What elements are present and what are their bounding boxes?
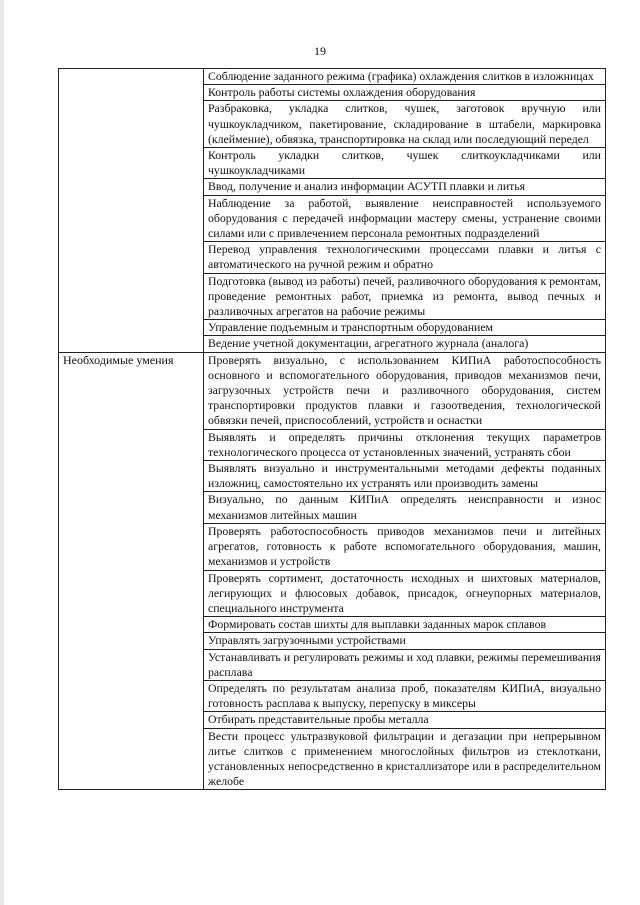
table-cell: Подготовка (вывод из работы) печей, разливочного оборудования к ремонтам, проведение ремонтных работ, приемка из ремонта, вывод печных и разливочных агрегатов на рабочие режимы	[204, 273, 606, 320]
table-cell: Отбирать представительные пробы металла	[204, 712, 606, 728]
table-cell: Вести процесс ультразвуковой фильтрации и дегазации при непрерывном литье слитков с применением многослойных фильтров из стеклоткани, установленных непосредственно в кристаллизаторе или в распределительном желобе	[204, 728, 606, 790]
group-label: Необходимые умения	[59, 352, 204, 790]
table-cell: Ведение учетной документации, агрегатного журнала (аналога)	[204, 336, 606, 352]
table-cell: Соблюдение заданного режима (графика) охлаждения слитков в изложницах	[204, 69, 606, 85]
table-cell: Наблюдение за работой, выявление неисправностей используемого оборудования с передачей информации мастеру смены, устранение своими силами или с привлечением персонала ремонтных подразделений	[204, 195, 606, 242]
table-cell: Проверять сортимент, достаточность исходных и шихтовых материалов, легирующих и флюсовых добавок, присадок, огнеупорных материалов, специального инструмента	[204, 570, 606, 617]
table-cell: Проверять работоспособность приводов механизмов печи и литейных агрегатов, готовность к работе вспомогательного оборудования, машин, механизмов и устройств	[204, 523, 606, 570]
table-cell: Визуально, по данным КИПиА определять неисправности и износ механизмов литейных машин	[204, 492, 606, 523]
table-cell: Ввод, получение и анализ информации АСУТП плавки и литья	[204, 179, 606, 195]
table-cell: Формировать состав шихты для выплавки заданных марок сплавов	[204, 617, 606, 633]
requirements-table	[58, 68, 606, 790]
table-cell: Проверять визуально, с использованием КИПиА работоспособность основного и вспомогательного оборудования, приводов механизмов печи, загрузочных устройств печи и разливочного оборудования, систем транспортировки продуктов плавки и газоотведения, технологической обвязки печей, приспособлений, устройств и оснастки	[204, 352, 606, 429]
page-number: 19	[314, 44, 326, 58]
table-cell: Управление подъемным и транспортным оборудованием	[204, 320, 606, 336]
table-cell: Разбраковка, укладка слитков, чушек, заготовок вручную или чушкоукладчиком, пакетирование, складирование в штабели, маркировка (клеймение), обвязка, транспортировка на склад или последующий передел	[204, 101, 606, 148]
table-cell: Выявлять и определять причины отклонения текущих параметров технологического процесса от установленных значений, устранять сбои	[204, 429, 606, 460]
table-cell: Контроль укладки слитков, чушек слиткоукладчиками или чушкоукладчиками	[204, 148, 606, 179]
table-cell: Контроль работы системы охлаждения оборудования	[204, 85, 606, 101]
table-cell: Устанавливать и регулировать режимы и ход плавки, режимы перемешивания расплава	[204, 649, 606, 680]
scan-edge	[0, 0, 4, 905]
table-cell: Перевод управления технологическими процессами плавки и литья с автоматического на ручной режим и обратно	[204, 242, 606, 273]
table-cell: Управлять загрузочными устройствами	[204, 633, 606, 649]
table-cell: Определять по результатам анализа проб, показателям КИПиА, визуально готовность расплава к выпуску, перепуску в миксеры	[204, 680, 606, 711]
table-cell: Выявлять визуально и инструментальными методами дефекты поданных изложниц, самостоятельно их устранять или производить замены	[204, 461, 606, 492]
group-label	[59, 69, 204, 353]
table-row	[59, 352, 606, 429]
table-row	[59, 69, 606, 85]
table-body	[59, 69, 606, 790]
